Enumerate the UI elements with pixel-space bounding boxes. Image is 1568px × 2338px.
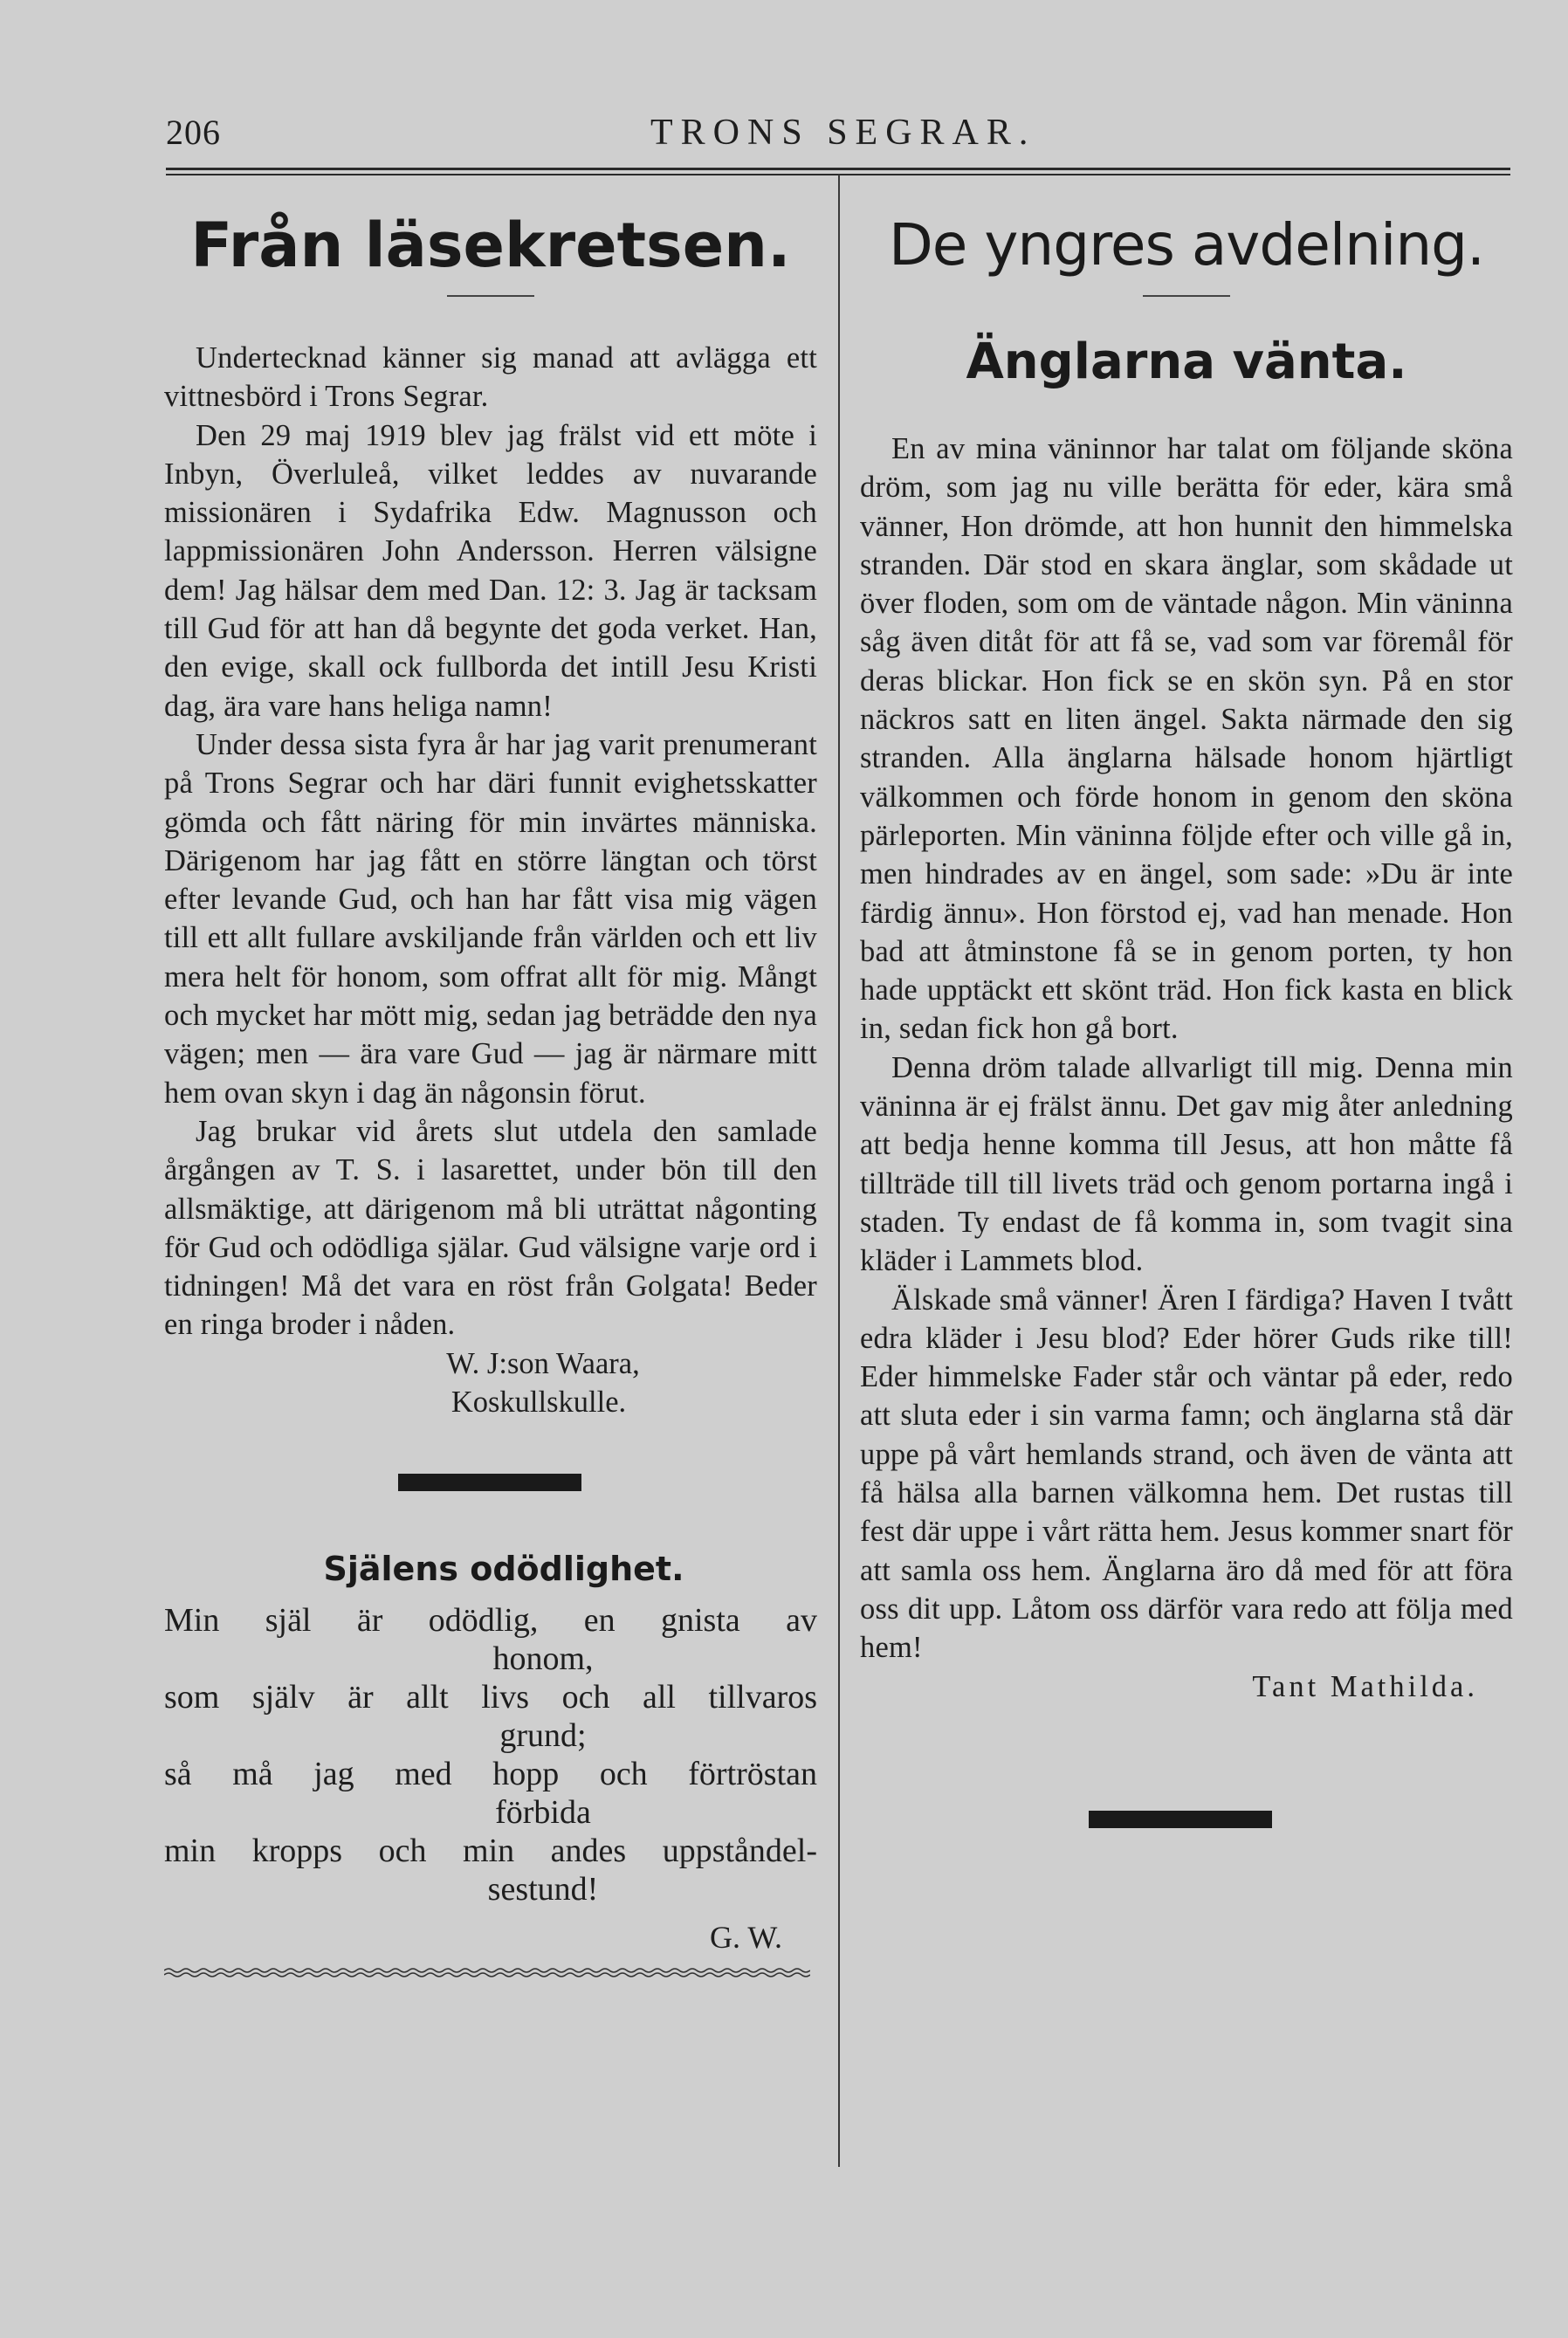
- section-separator-bar: [398, 1474, 581, 1491]
- poem-line: Min själ är odödlig, en gnista av: [164, 1602, 817, 1640]
- poem-line: min kropps och min andes uppståndel-: [164, 1833, 817, 1870]
- section-separator-bar: [1089, 1811, 1272, 1828]
- right-column: [860, 201, 1513, 1828]
- reader-letter: [164, 339, 817, 1421]
- poem-line-continuation: förbida: [495, 1794, 591, 1832]
- page-header: [166, 112, 1510, 164]
- poem-line-continuation: grund;: [499, 1717, 587, 1755]
- signature-place: Koskullskulle.: [450, 1386, 627, 1420]
- paragraph: Denna dröm talade allvarligt till mig. Denna min väninna är ej frälst ännu. Det gav mig åter anledning att bedja henne komma till Jesus, att hon måtte få tillträde till till livets träd och genom portarna ingå i staden. Ty endast de få komma in, som tvagit sina kläder i Lammets blod.: [860, 1050, 1513, 1278]
- column-divider: [838, 175, 840, 2167]
- poem-line-continuation: sestund!: [487, 1871, 599, 1908]
- poem-line: som själv är allt livs och all tillvaros: [164, 1679, 817, 1716]
- section-title-youth: De yngres avdelning.: [888, 211, 1485, 278]
- article-signature: Tant Mathilda.: [1252, 1669, 1478, 1703]
- paragraph: En av mina väninnor har talat om följande sköna dröm, som jag nu ville berätta för eder, kära små vänner, Hon drömde, att hon hunnit den himmelska stranden. Där stod en skara änglar, som skådade ut över floden, som om de väntade någon. Min väninna såg även ditåt för att få se, vad som var föremål för deras blickar. Hon fick se en skön syn. På en stor näckros satt en liten ängel. Sakta närmade den sig stranden. Alla änglarna hälsade honom hjärtligt välkommen och förde honom in genom den sköna pärleporten. Min väninna följde efter och ville gå in, men hindrades av en ängel, som sade: »Du är inte färdig ännu». Hon förstod ej, vad han menade. Hon bad att åtminstone få se in genom porten, ty hon hade upptäckt ett skönt träd. Hon fick kasta en blick in, sedan fick hon gå bort.: [860, 432, 1513, 1046]
- youth-article: [860, 430, 1513, 1706]
- header-rule: [166, 168, 1510, 170]
- title-dash: [447, 295, 534, 297]
- paragraph: Den 29 maj 1919 blev jag frälst vid ett möte i Inbyn, Överluleå, vilket leddes av nuvarande missionären i Sydafrika Edw. Magnusson och lappmissionären John Andersson. Herren välsigne dem! Jag hälsar dem med Dan. 12: 3. Jag är tacksam till Gud för att han då begynte det goda verket. Han, den evige, skall ock fullborda det intill Jesu Kristi dag, ära vare hans heliga namn!: [164, 418, 817, 723]
- journal-title: TRONS SEGRAR.: [650, 113, 1036, 153]
- signature-name: W. J:son Waara,: [446, 1346, 640, 1380]
- left-column: [164, 201, 817, 1983]
- poem-signature: G. W.: [709, 1920, 782, 1956]
- wavy-rule: [164, 1966, 810, 1978]
- article-title: Änglarna vänta.: [966, 334, 1407, 390]
- page-number: 206: [166, 113, 221, 152]
- poem-line: så må jag med hopp och förtröstan: [164, 1756, 817, 1793]
- title-dash: [1143, 295, 1230, 297]
- poem: [164, 1601, 817, 1908]
- paragraph: Under dessa sista fyra år har jag varit prenumerant på Trons Segrar och har däri funnit evighetsskatter gömda och fått näring för min invärtes människa. Därigenom har jag fått en större längtan och törst efter levande Gud, och han har fått visa mig vägen till ett allt fullare avskiljande från världen och ett liv mera helt för honom, som offrat allt för mig. Mångt och mycket har mött mig, sedan jag beträdde den nya vägen; men — ära vare Gud — jag är närmare mitt hem ovan skyn i dag än någonsin förut.: [164, 727, 817, 1110]
- section-title-readers: Från läsekretsen.: [190, 210, 791, 281]
- poem-title: Själens odödlighet.: [323, 1550, 684, 1589]
- poem-line-continuation: honom,: [492, 1640, 594, 1678]
- paragraph: Älskade små vänner! Ären I färdiga? Haven I tvått edra kläder i Jesu blod? Eder hörer Guds rike till! Eder himmelske Fader står och väntar på eder, redo att sluta eder i sin varma famn; och änglarna stå där uppe på vårt hemlands strand, och även de vänta att få hälsa alla barnen välkomna hem. Det rustas till fest där uppe i vårt rätta hem. Jesus kommer snart för att samla oss hem. Änglarna äro då med för att föra oss dit upp. Låtom oss därför vara redo att följa med hem!: [860, 1282, 1513, 1665]
- paragraph: Undertecknad känner sig manad att avlägga ett vittnesbörd i Trons Segrar.: [164, 341, 817, 414]
- paragraph: Jag brukar vid årets slut utdela den samlade årgången av T. S. i lasarettet, under bön till den allsmäktige, att därigenom må bli uträttat någonting för Gud och odödliga själar. Gud välsigne varje ord i tidningen! Må det vara en röst från Golgata! Beder en ringa broder i nåden.: [164, 1114, 817, 1342]
